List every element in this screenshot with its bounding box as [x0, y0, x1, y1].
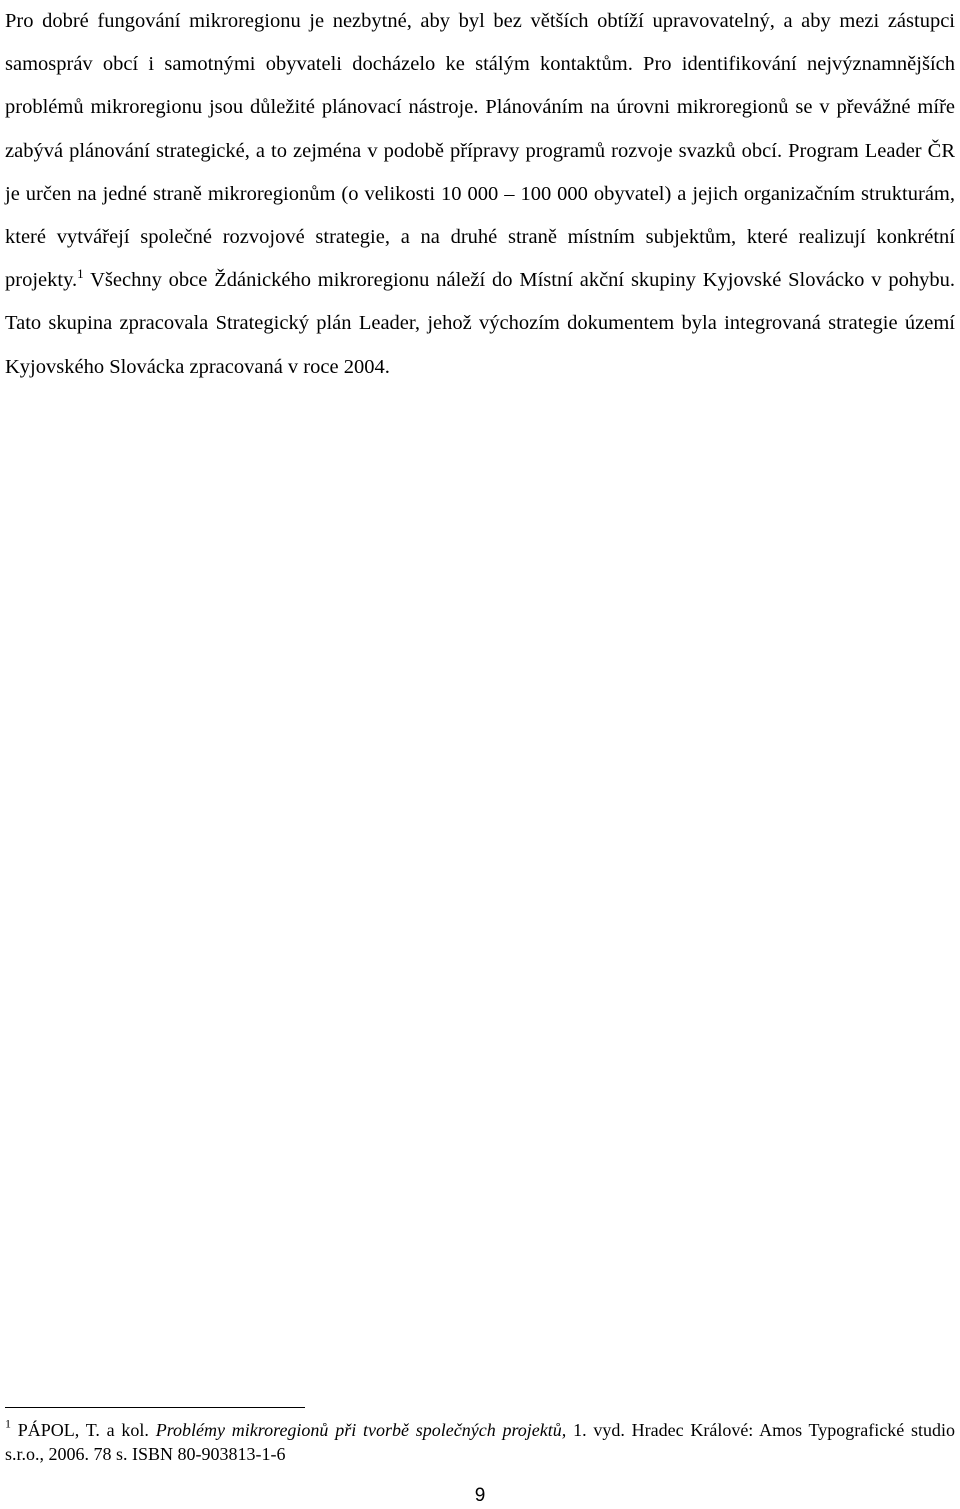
footnote-separator — [5, 1407, 305, 1408]
footnote-author: PÁPOL, T. a kol. — [11, 1420, 156, 1440]
footnote-reference[interactable]: 1 — [77, 266, 84, 282]
footnote-publication: 1. vyd. Hradec Králové: Amos Typografické studio s.r.o., 2006. 78 s. ISBN 80-903813-1-6 — [5, 1420, 956, 1464]
footnote-mark: 1 — [5, 1416, 11, 1431]
footnote — [5, 1418, 955, 1466]
page-number: 9 — [474, 1485, 486, 1506]
footnote-title: Problémy mikroregionů při tvorbě společných projektů, — [155, 1420, 567, 1440]
main-paragraph — [5, 0, 955, 389]
paragraph-text-part-1: Pro dobré fungování mikroregionu je nezbytné, aby byl bez větších obtíží upravovatelný, a aby mezi zástupci samospráv obcí i samotnými obyvateli docházelo ke stálým kontaktům. Pro identifikování nejvýznamnějších problémů mikroregionu jsou důležité plánovací nástroje. Plánováním na úrovni mikroregionů se v převážné míře zabývá plánování strategické, a to zejména v podobě přípravy programů rozvoje svazků obcí. Program Leader ČR je určen na jedné straně mikroregionům (o velikosti 10 000 – 100 000 obyvatel) a jejich organizačním strukturám, které vytvářejí společné rozvojové strategie, a na druhé straně místním subjektům, které realizují konkrétní projekty. — [5, 10, 955, 292]
paragraph-text-part-2: Všechny obce Ždánického mikroregionu náleží do Místní akční skupiny Kyjovské Slovácko v pohybu. Tato skupina zpracovala Strategický plán Leader, jehož výchozím dokumentem byla integrovaná strategie území Kyjovského Slovácka zpracovaná v roce 2004. — [5, 269, 955, 378]
